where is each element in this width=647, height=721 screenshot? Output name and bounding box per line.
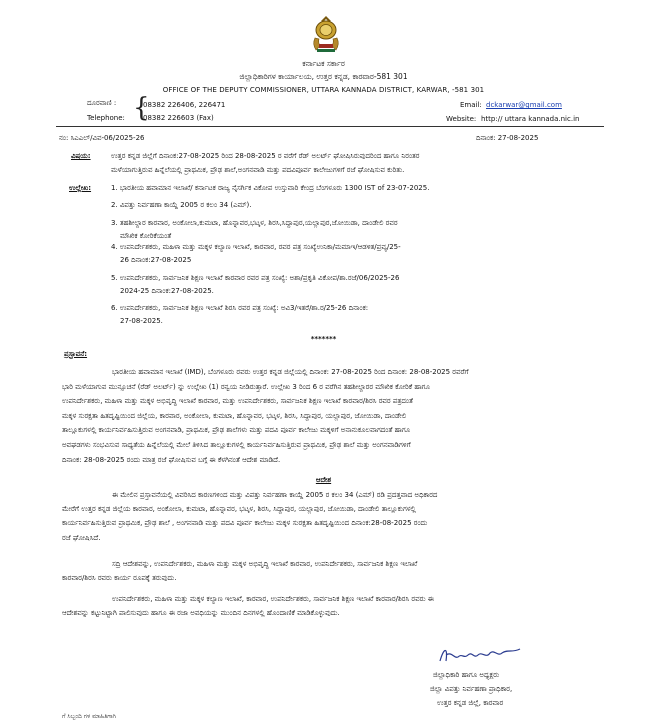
reference-item-3-cont: ಮೌಖಿಕ ಕೋರಿಕೆಯಂತೆ xyxy=(120,232,172,240)
signatory-authority: ಜಿಲ್ಲಾ ವಿಪತ್ತು ನಿರ್ವಹಣಾ ಪ್ರಾಧಿಕಾರ, xyxy=(430,685,513,693)
state-name: ಕರ್ನಾಟಕ ಸರ್ಕಾರ xyxy=(302,59,345,68)
signatory-designation: ಜಿಲ್ಲಾಧಿಕಾರಿ ಹಾಗೂ ಅಧ್ಯಕ್ಷರು xyxy=(433,671,500,679)
letter-date: ದಿನಾಂಕ: 27-08-2025 xyxy=(476,134,539,142)
subject-label: ವಿಷಯ: xyxy=(71,152,91,160)
reference-item-5-cont: 2024-25 ದಿನಾಂಕ:27-08-2025. xyxy=(120,287,214,295)
office-name-english: OFFICE OF THE DEPUTY COMMISSIONER, UTTARA KANNADA DISTRICT, KARWAR, -581 301 xyxy=(162,86,485,94)
brace-decoration: { xyxy=(133,93,150,123)
reference-item-1: 1. ಭಾರತೀಯ ಹವಾಮಾನ ಇಲಾಖೆ/ ಕರ್ನಾಟಕ ರಾಜ್ಯ ನೈಸರ್ಗಿಕ ವಿಕೋಪ ಉಸ್ತುವಾರಿ ಕೇಂದ್ರ ಬೆಂಗಳೂರು 1300 IST of 23-07-2025. xyxy=(111,184,430,192)
reference-item-6-cont: 27-08-2025. xyxy=(120,317,163,325)
preamble-line: ದಿನಾಂಕ: 28-08-2025 ರಂದು ಮಾತ್ರ ರಜೆ ಘೋಷಿಸುವ ಬಗ್ಗೆ ಈ ಕೆಳಗಿನಂತೆ ಆದೇಶ ಮಾಡಿದೆ. xyxy=(62,455,281,464)
separator: ******* xyxy=(310,335,337,343)
website-label: Website: xyxy=(446,115,477,123)
order-line: ಆದೇಶವನ್ನು ಕಟ್ಟುನಿಟ್ಟಾಗಿ ಪಾಲಿಸುವುದು ಹಾಗೂ ಈ ರಜಾ ಅವಧಿಯನ್ನು ಮುಂದಿನ ದಿನಗಳಲ್ಲಿ ಹೊಂದಾಣಿಕೆ ಮಾಡಿಕೊಳ್ಳುವುದು. xyxy=(62,609,340,618)
fax-number: 08382 226603 (Fax) xyxy=(143,114,214,122)
preamble-line: ಭಾರಿ ಮಳೆಯಾಗುವ ಮುನ್ಸೂಚನೆ (ರೆಡ್ ಅಲರ್ಟ್) ನ್ನು ಉಲ್ಲೇಖ (1) ರನ್ವಯ ನೀಡಿರುತ್ತಾರೆ. ಉಲ್ಲೇಖ 3 ರಿಂದ 6 ರ ವರೆಗಿನ ತಹಶೀಲ್ದಾರರ ಮೌಖಿಕ ಕೋರಿಕೆ ಹಾಗೂ xyxy=(62,382,430,391)
preamble-line: ಭಾರತೀಯ ಹವಾಮಾನ ಇಲಾಖೆ (IMD), ಬೆಂಗಳೂರು ರವರು ಉತ್ತರ ಕನ್ನಡ ಜಿಲ್ಲೆಯಲ್ಲಿ ದಿನಾಂಕ: 27-08-2025 ರಿಂದ ದಿನಾಂಕ: 28-08-2025 ರವರೆಗೆ xyxy=(112,368,469,376)
reference-item-2: 2. ವಿಪತ್ತು ನಿರ್ವಹಣಾ ಕಾಯ್ದೆ 2005 ರ ಕಲಂ 34 (ಎಮ್). xyxy=(111,201,252,209)
signatory-location: ಉತ್ತರ ಕನ್ನಡ ಜಿಲ್ಲೆ, ಕಾರವಾರ xyxy=(437,699,504,707)
preamble-line: ಅವಘಡಗಳು ಸಂಭವಿಸುವ ಸಾಧ್ಯತೆಯ ಹಿನ್ನೆಲೆಯಲ್ಲಿ ಮೇಲೆ ತಿಳಿಸಿದ ತಾಲ್ಲೂಕುಗಳಲ್ಲಿ ಕಾರ್ಯನಿರ್ವಹಿಸುತ್ತಿರುವ ಪ್ರಾಥಮಿಕ, ಪ್ರೌಢ ಶಾಲೆ ಮತ್ತು ಅಂಗನವಾಡಿಗಳಿಗೆ xyxy=(62,441,411,449)
reference-number: ನಂ: ಸಿಎಎಲ್/ವಿವ-06/2025-26 xyxy=(59,134,145,142)
subject-line-1: ಉತ್ತರ ಕನ್ನಡ ಜಿಲ್ಲೆಗೆ ದಿನಾಂಕ:27-08-2025 ರಿಂದ 28-08-2025 ರ ವರೆಗೆ ರೆಡ್ ಅಲರ್ಟ್ ಘೋಷಿಸಿರುವುದರಿಂದ ಹಾಗೂ ನಿರಂತರ xyxy=(111,152,420,160)
reference-item-5: 5. ಉಪನಿರ್ದೇಶಕರು, ಸಾರ್ವಜನಿಕ ಶಿಕ್ಷಣ ಇಲಾಖೆ ಕಾರವಾರ ರವರ ಪತ್ರ ಸಂಖ್ಯೆ: ಅಶಾ/ಪ್ರಕೃತಿ ವಿಕೋಪ/ಶಾ.ರಜೆ/06/2025-26 xyxy=(111,274,400,282)
order-line: ಉಪನಿರ್ದೇಶಕರು, ಮಹಿಳಾ ಮತ್ತು ಮಕ್ಕಳ ಕಲ್ಯಾಣ ಇಲಾಖೆ, ಕಾರವಾರ, ಉಪನಿರ್ದೇಶಕರು, ಸಾರ್ವಜನಿಕ ಶಿಕ್ಷಣ ಇಲಾಖೆ ಕಾರವಾರ/ಶಿರಸಿ ರವರು ಈ xyxy=(112,595,434,603)
phone-numbers: 08382 226406, 226471 xyxy=(143,101,226,109)
order-line: ಮೇರೆಗೆ ಉತ್ತರ ಕನ್ನಡ ಜಿಲ್ಲೆಯ ಕಾರವಾರ, ಅಂಕೋಲಾ, ಕುಮಟಾ, ಹೊನ್ನಾವರ, ಭಟ್ಕಳ, ಶಿರಸಿ, ಸಿದ್ದಾಪುರ, ಯಲ್ಲಾಪುರ, ಜೋಯಿಡಾ, ದಾಂಡೇಲಿ ತಾಲ್ಲೂಕುಗಳಲ್ಲಿ xyxy=(62,505,416,514)
footer-cut-text: ಗೆ ಸಿಬ್ಬಂದಿ ಗಳ ಮಾಹಿತಿಗಾಗಿ xyxy=(62,713,116,720)
preamble-line: ಮಕ್ಕಳ ಸುರಕ್ಷತಾ ಹಿತದೃಷ್ಟಿಯಿಂದ ಜಿಲ್ಲೆಯ, ಕಾರವಾರ, ಅಂಕೋಲಾ, ಕುಮಟಾ, ಹೊನ್ನಾವರ, ಭಟ್ಕಳ, ಶಿರಸಿ, ಸಿದ್ದಾಪುರ, ಯಲ್ಲಾಪುರ, ಜೋಯಿಡಾ, ದಾಂಡೇಲಿ xyxy=(62,411,407,420)
telephone-label: Telephone: xyxy=(87,114,125,122)
header-divider xyxy=(56,126,604,127)
office-name-kannada: ಜಿಲ್ಲಾಧಿಕಾರಿಗಳ ಕಾರ್ಯಾಲಯ, ಉತ್ತರ ಕನ್ನಡ, ಕಾರವಾರ-581 301 xyxy=(239,72,408,81)
preamble-heading: ಪ್ರಸ್ತಾವನೆ: xyxy=(64,350,88,358)
state-emblem-icon xyxy=(309,14,343,54)
subject-line-2: ಮಳೆಯಾಗುತ್ತಿರುವ ಹಿನ್ನೆಲೆಯಲ್ಲಿ ಪ್ರಾಥಮಿಕ, ಪ್ರೌಢ ಶಾಲೆ,ಅಂಗನವಾಡಿ ಮತ್ತು ಪದವಿಪೂರ್ವ ಕಾಲೇಜುಗಳಿಗೆ ರಜೆ ಘೋಷಿಸುವ ಕುರಿತು. xyxy=(111,166,405,174)
phone-label-kannada: ದೂರವಾಣಿ : xyxy=(87,99,117,107)
references-label: ಉಲ್ಲೇಖ: xyxy=(69,184,92,192)
order-line: ಈ ಮೇಲಿನ ಪ್ರಸ್ತಾವನೆಯಲ್ಲಿ ವಿವರಿಸಿದ ಕಾರಣಗಳಿಂದ ಮತ್ತು ವಿಪತ್ತು ನಿರ್ವಹಣಾ ಕಾಯ್ದೆ 2005 ರ ಕಲಂ 34 (ಎಮ್) ರಡಿ ಪ್ರದತ್ತವಾದ ಅಧಿಕಾರದ xyxy=(112,491,438,499)
reference-item-6: 6. ಉಪನಿರ್ದೇಶಕರು, ಸಾರ್ವಜನಿಕ ಶಿಕ್ಷಣ ಇಲಾಖೆ ಶಿರಸಿ ರವರ ಪತ್ರ ಸಂಖ್ಯೆ: ಅವಿ3/ಇತರೆ/ಶಾ.ರ/25-26 ದಿನಾಂಕ: xyxy=(111,304,369,312)
preamble-line: ಉಪನಿರ್ದೇಶಕರು, ಮಹಿಳಾ ಮತ್ತು ಮಕ್ಕಳ ಅಭಿವೃದ್ಧಿ ಇಲಾಖೆ ಕಾರವಾರ, ಮತ್ತು ಉಪನಿರ್ದೇಶಕರು, ಸಾರ್ವಜನಿಕ ಶಿಕ್ಷಣ ಇಲಾಖೆ ಕಾರವಾರ/ಶಿರಸಿ ರವರ ಪತ್ರದಂತೆ xyxy=(62,397,413,406)
preamble-line: ತಾಲ್ಲೂಕುಗಳಲ್ಲಿ ಕಾರ್ಯನಿರ್ವಹಿಸುತ್ತಿರುವ ಅಂಗನವಾಡಿ, ಪ್ರಾಥಮಿಕ, ಪ್ರೌಢ ಶಾಲೆಗಳು ಮತ್ತು ಪದವಿ ಪೂರ್ವ ಕಾಲೇಜು ಮಕ್ಕಳಿಗೆ ಅನಾನುಕೂಲವಾಗದಂತೆ ಹಾಗೂ xyxy=(62,426,411,435)
website-link[interactable]: http:// uttara kannada.nic.in xyxy=(481,115,580,123)
order-heading: ಆದೇಶ xyxy=(315,476,332,484)
signature-scribble-icon xyxy=(436,643,526,667)
order-line: ಕಾರವಾರ/ಶಿರಸಿ ರವರು ಕಾರ್ಯ ರೂಪಕ್ಕೆ ತರುವುದು. xyxy=(62,574,177,583)
reference-item-4-cont: 26 ದಿನಾಂಕ:27-08-2025 xyxy=(120,256,192,264)
reference-item-4: 4. ಉಪನಿರ್ದೇಶಕರು, ಮಹಿಳಾ ಮತ್ತು ಮಕ್ಕಳ ಕಲ್ಯಾಣ ಇಲಾಖೆ, ಕಾರವಾರ, ರವರ ಪತ್ರ ಸಂಖ್ಯೆಉನಿಕಾ/ಮಮಾಇ/ಆಡಳಿತ/ಪ್ರವ್ಯ/25- xyxy=(111,243,401,251)
email-label: Email: xyxy=(460,101,482,109)
email-link[interactable]: dckarwar@gmail.com xyxy=(486,101,562,109)
reference-item-3: 3. ತಹಶೀಲ್ದಾರ ಕಾರವಾರ, ಅಂಕೋಲಾ,ಕುಮಟಾ, ಹೊನ್ನಾವರ,ಭಟ್ಕಳ, ಶಿರಸಿ,ಸಿದ್ದಾಪುರ,ಯಲ್ಲಾಪುರ,ಜೋಯಿಡಾ, ದಾಂಡೇಲಿ ರವರ xyxy=(111,219,398,227)
order-line: ಸದ್ರಿ ಆದೇಶವನ್ನು, ಉಪನಿರ್ದೇಶಕರು, ಮಹಿಳಾ ಮತ್ತು ಮಕ್ಕಳ ಅಭಿವೃದ್ಧಿ ಇಲಾಖೆ ಕಾರವಾರ, ಉಪನಿರ್ದೇಶಕರು, ಸಾರ್ವಜನಿಕ ಶಿಕ್ಷಣ ಇಲಾಖೆ xyxy=(112,560,418,568)
order-line: ಕಾರ್ಯನಿರ್ವಹಿಸುತ್ತಿರುವ ಪ್ರಾಥಮಿಕ, ಪ್ರೌಢ ಶಾಲೆ , ಅಂಗನವಾಡಿ ಮತ್ತು ಪದವಿ ಪೂರ್ವ ಕಾಲೇಜು ಮಕ್ಕಳ ಸುರಕ್ಷತಾ ಹಿತದೃಷ್ಟಿಯಿಂದ ದಿನಾಂಕ:28-08-2025 ರಂದು xyxy=(62,519,428,528)
order-line: ರಜೆ ಘೋಷಿಸಿದೆ. xyxy=(62,533,101,542)
